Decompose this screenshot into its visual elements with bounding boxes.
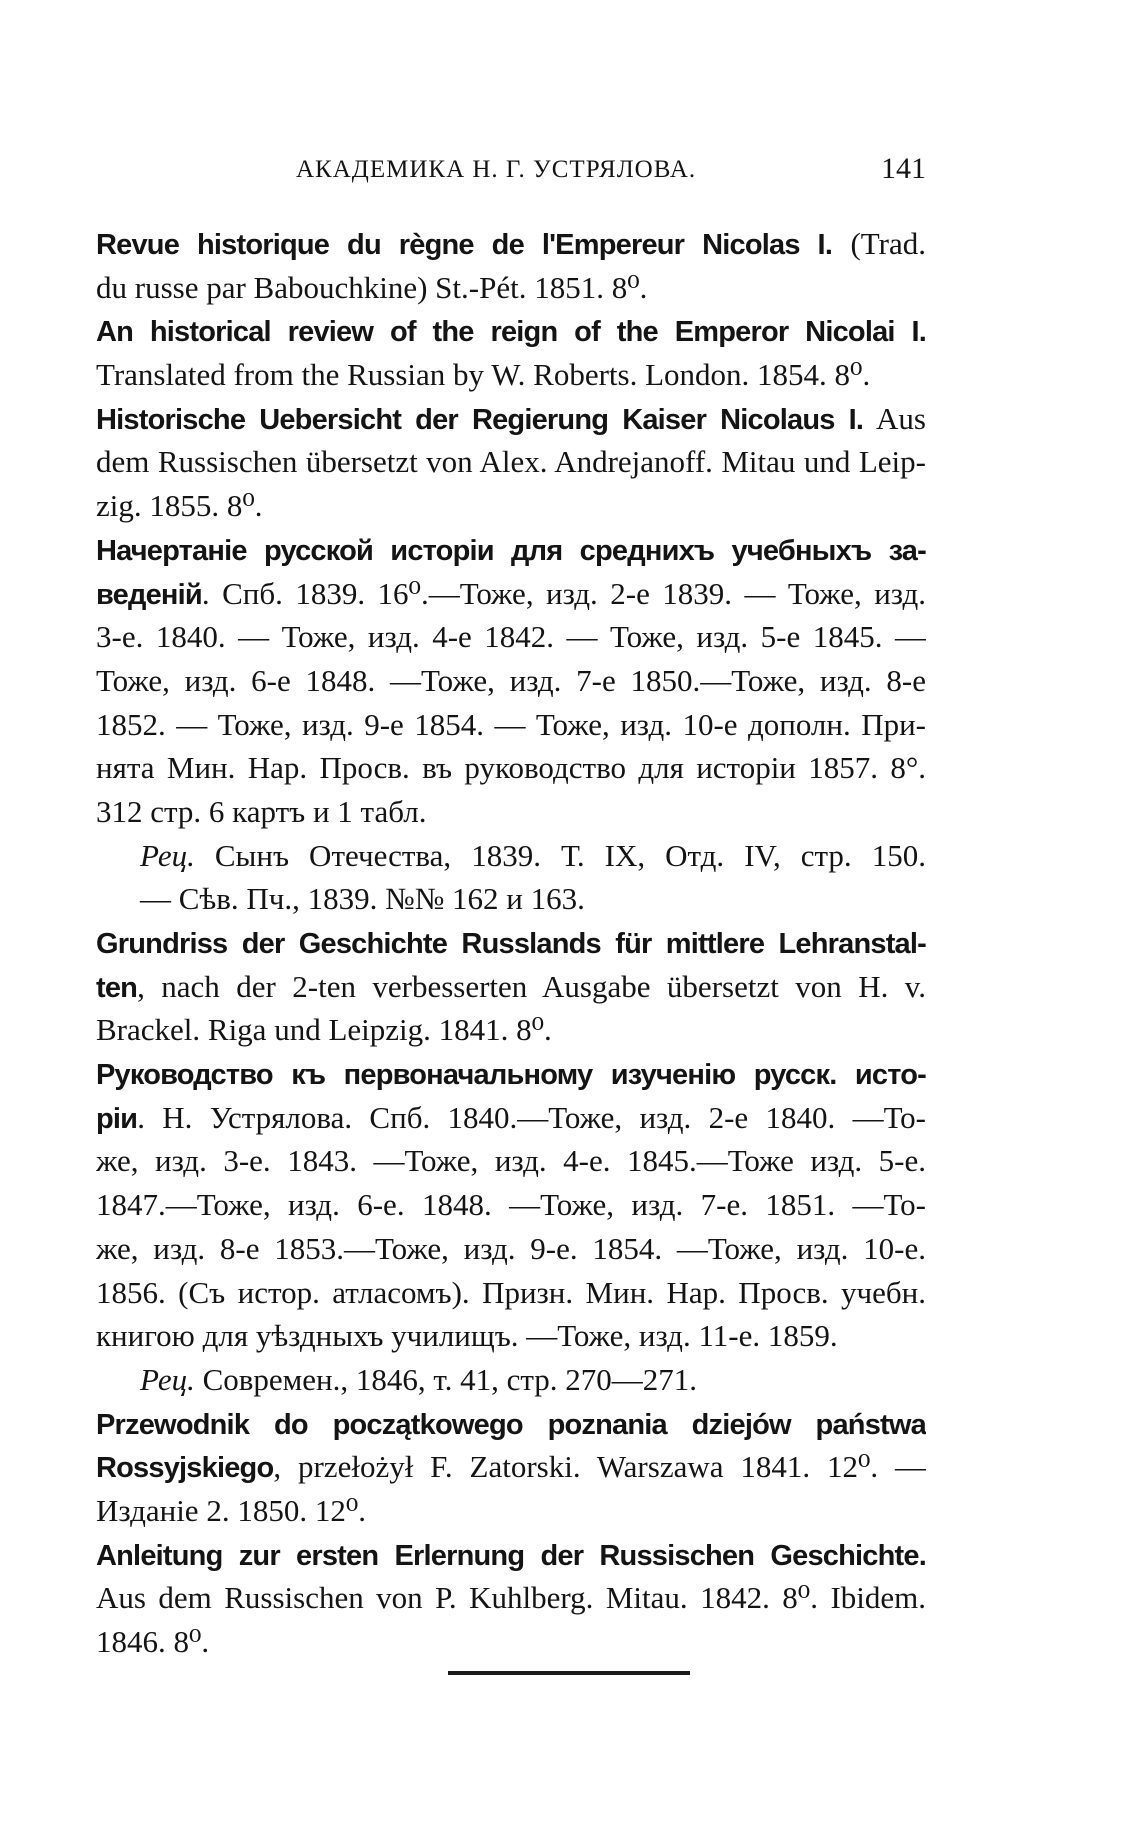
entry-title: Revue historique du règne de l'Empereur Nicolas I. [96, 229, 833, 261]
text-line [96, 1314, 926, 1358]
text-line [96, 353, 926, 397]
text-line [96, 266, 926, 310]
entry-text: zig. 1855. 8⁰. [96, 488, 263, 524]
entry-text: 1852. — Тоже, изд. 9-е 1854. — Тоже, изд. 10-е дополн. При- [96, 706, 926, 742]
entry-title: Руководство къ первоначальному изученію русск. исто- [96, 1059, 926, 1092]
text-line [96, 1358, 926, 1402]
text-line [96, 1052, 926, 1096]
entry-text: книгою для уѣздныхъ училищъ. —Тоже, изд. 11-е. 1859. [96, 1318, 838, 1354]
entry-text: Aus dem Russischen von P. Kuhlberg. Mitau. 1842. 8⁰. Ibidem. [96, 1580, 926, 1616]
entry-text: Изданіе 2. 1850. 12⁰. [96, 1492, 366, 1528]
entry-title: ten [96, 971, 138, 1004]
entry-text: Современ., 1846, т. 41, стр. 270—271. [194, 1361, 698, 1397]
text-line [96, 222, 926, 266]
entry-title: Historische Uebersicht der Regierung Kaiser Nicolaus I. [96, 403, 864, 436]
entry-text: же, изд. 8-е 1853.—Тоже, изд. 9-е. 1854. —Тоже, изд. 10-е. [96, 1230, 926, 1266]
text-line [96, 615, 926, 659]
entry-text: же, изд. 3-е. 1843. —Тоже, изд. 4-е. 1845.—Тоже изд. 5-е. [96, 1143, 926, 1179]
text-line [96, 528, 926, 572]
text-line [96, 790, 926, 834]
text-line [96, 397, 926, 441]
entry-title: Przewodnik do początkowego poznania dziejów państwa [96, 1408, 926, 1441]
entry-text: 312 стр. 6 картъ и 1 табл. [96, 793, 427, 829]
entry-title: Grundriss der Geschichte Russlands für mittlere Lehranstal- [96, 928, 926, 960]
entry-title: ріи [96, 1102, 138, 1135]
entry-text: du russe par Babouchkine) St.-Pét. 1851. 8⁰. [96, 269, 648, 305]
text-line [96, 746, 926, 790]
text-line [96, 484, 926, 528]
text-line [96, 877, 926, 921]
entry-text: (Trad. [832, 226, 926, 261]
section-end-rule [448, 1671, 690, 1675]
entry-text: 1846. 8⁰. [96, 1624, 210, 1659]
text-line [96, 572, 926, 616]
text-line [96, 1139, 926, 1183]
entry-text: dem Russischen übersetzt von Alex. Andrejanoff. Mitau und Leip- [96, 444, 926, 480]
text-line [96, 1489, 926, 1533]
entry-title: Начертаніе русской исторіи для среднихъ учебныхъ за- [96, 534, 926, 567]
text-line [96, 440, 926, 484]
text-line [96, 1445, 926, 1489]
text-line [96, 703, 926, 747]
text-line [96, 1402, 926, 1446]
entry-text: нята Мин. Нар. Просв. въ руководство для исторіи 1857. 8°. [96, 750, 926, 786]
text-line [96, 1227, 926, 1271]
entry-text: Brackel. Riga und Leipzig. 1841. 8⁰. [96, 1012, 552, 1048]
page-number: 141 [881, 152, 926, 185]
entry-text: Сынъ Отечества, 1839. Т. IX, Отд. IV, стр. 150. [194, 837, 926, 873]
entry-text: 1847.—Тоже, изд. 6-е. 1848. —Тоже, изд. 7-е. 1851. —То- [96, 1187, 926, 1223]
entry-title: веденій [96, 578, 202, 611]
running-header [96, 152, 926, 196]
entry-text: 3-е. 1840. — Тоже, изд. 4-е 1842. — Тоже, изд. 5-е 1845. — [96, 619, 926, 655]
entry-text: 1856. (Съ истор. атласомъ). Призн. Мин. Нар. Просв. учебн. [96, 1274, 926, 1310]
entry-title: An historical review of the reign of the Emperor Nicolai I. [96, 316, 926, 349]
entry-text: — Сѣв. Пч., 1839. №№ 162 и 163. [140, 881, 585, 917]
entry-text: , nach der 2-ten verbesserten Ausgabe übersetzt von H. v. [137, 968, 926, 1004]
text-line [96, 1183, 926, 1227]
text-line [96, 309, 926, 353]
text-line [96, 1008, 926, 1052]
running-head-title: АКАДЕМИКА Н. Г. УСТРЯЛОВА. [296, 156, 697, 183]
text-line [96, 1096, 926, 1140]
bibliography-text [96, 222, 926, 1664]
entry-text: Aus [863, 400, 926, 436]
entry-text: Тоже, изд. 6-е 1848. —Тоже, изд. 7-е 1850.—Тоже, изд. 8-е [96, 662, 926, 698]
text-line [96, 1533, 926, 1577]
text-line [96, 1576, 926, 1620]
entry-text: . Н. Устрялова. Спб. 1840.—Тоже, изд. 2-е 1840. —То- [137, 1099, 926, 1135]
review-label: Рец. [140, 837, 195, 873]
text-line [96, 965, 926, 1009]
text-line [96, 1620, 926, 1664]
review-label: Рец. [140, 1361, 195, 1397]
text-line [96, 921, 926, 965]
text-line [96, 659, 926, 703]
entry-text: , przełożył F. Zatorski. Warszawa 1841. 12⁰. — [273, 1449, 926, 1485]
entry-title: Rossyjskiego [96, 1452, 274, 1485]
entry-text: . Спб. 1839. 16⁰.—Тоже, изд. 2-е 1839. — Тоже, изд. [201, 575, 926, 611]
text-line [96, 1271, 926, 1315]
text-line [96, 834, 926, 878]
entry-text: Translated from the Russian by W. Roberts. London. 1854. 8⁰. [96, 357, 871, 393]
entry-title: Anleitung zur ersten Erlernung der Russischen Geschichte. [96, 1539, 926, 1572]
